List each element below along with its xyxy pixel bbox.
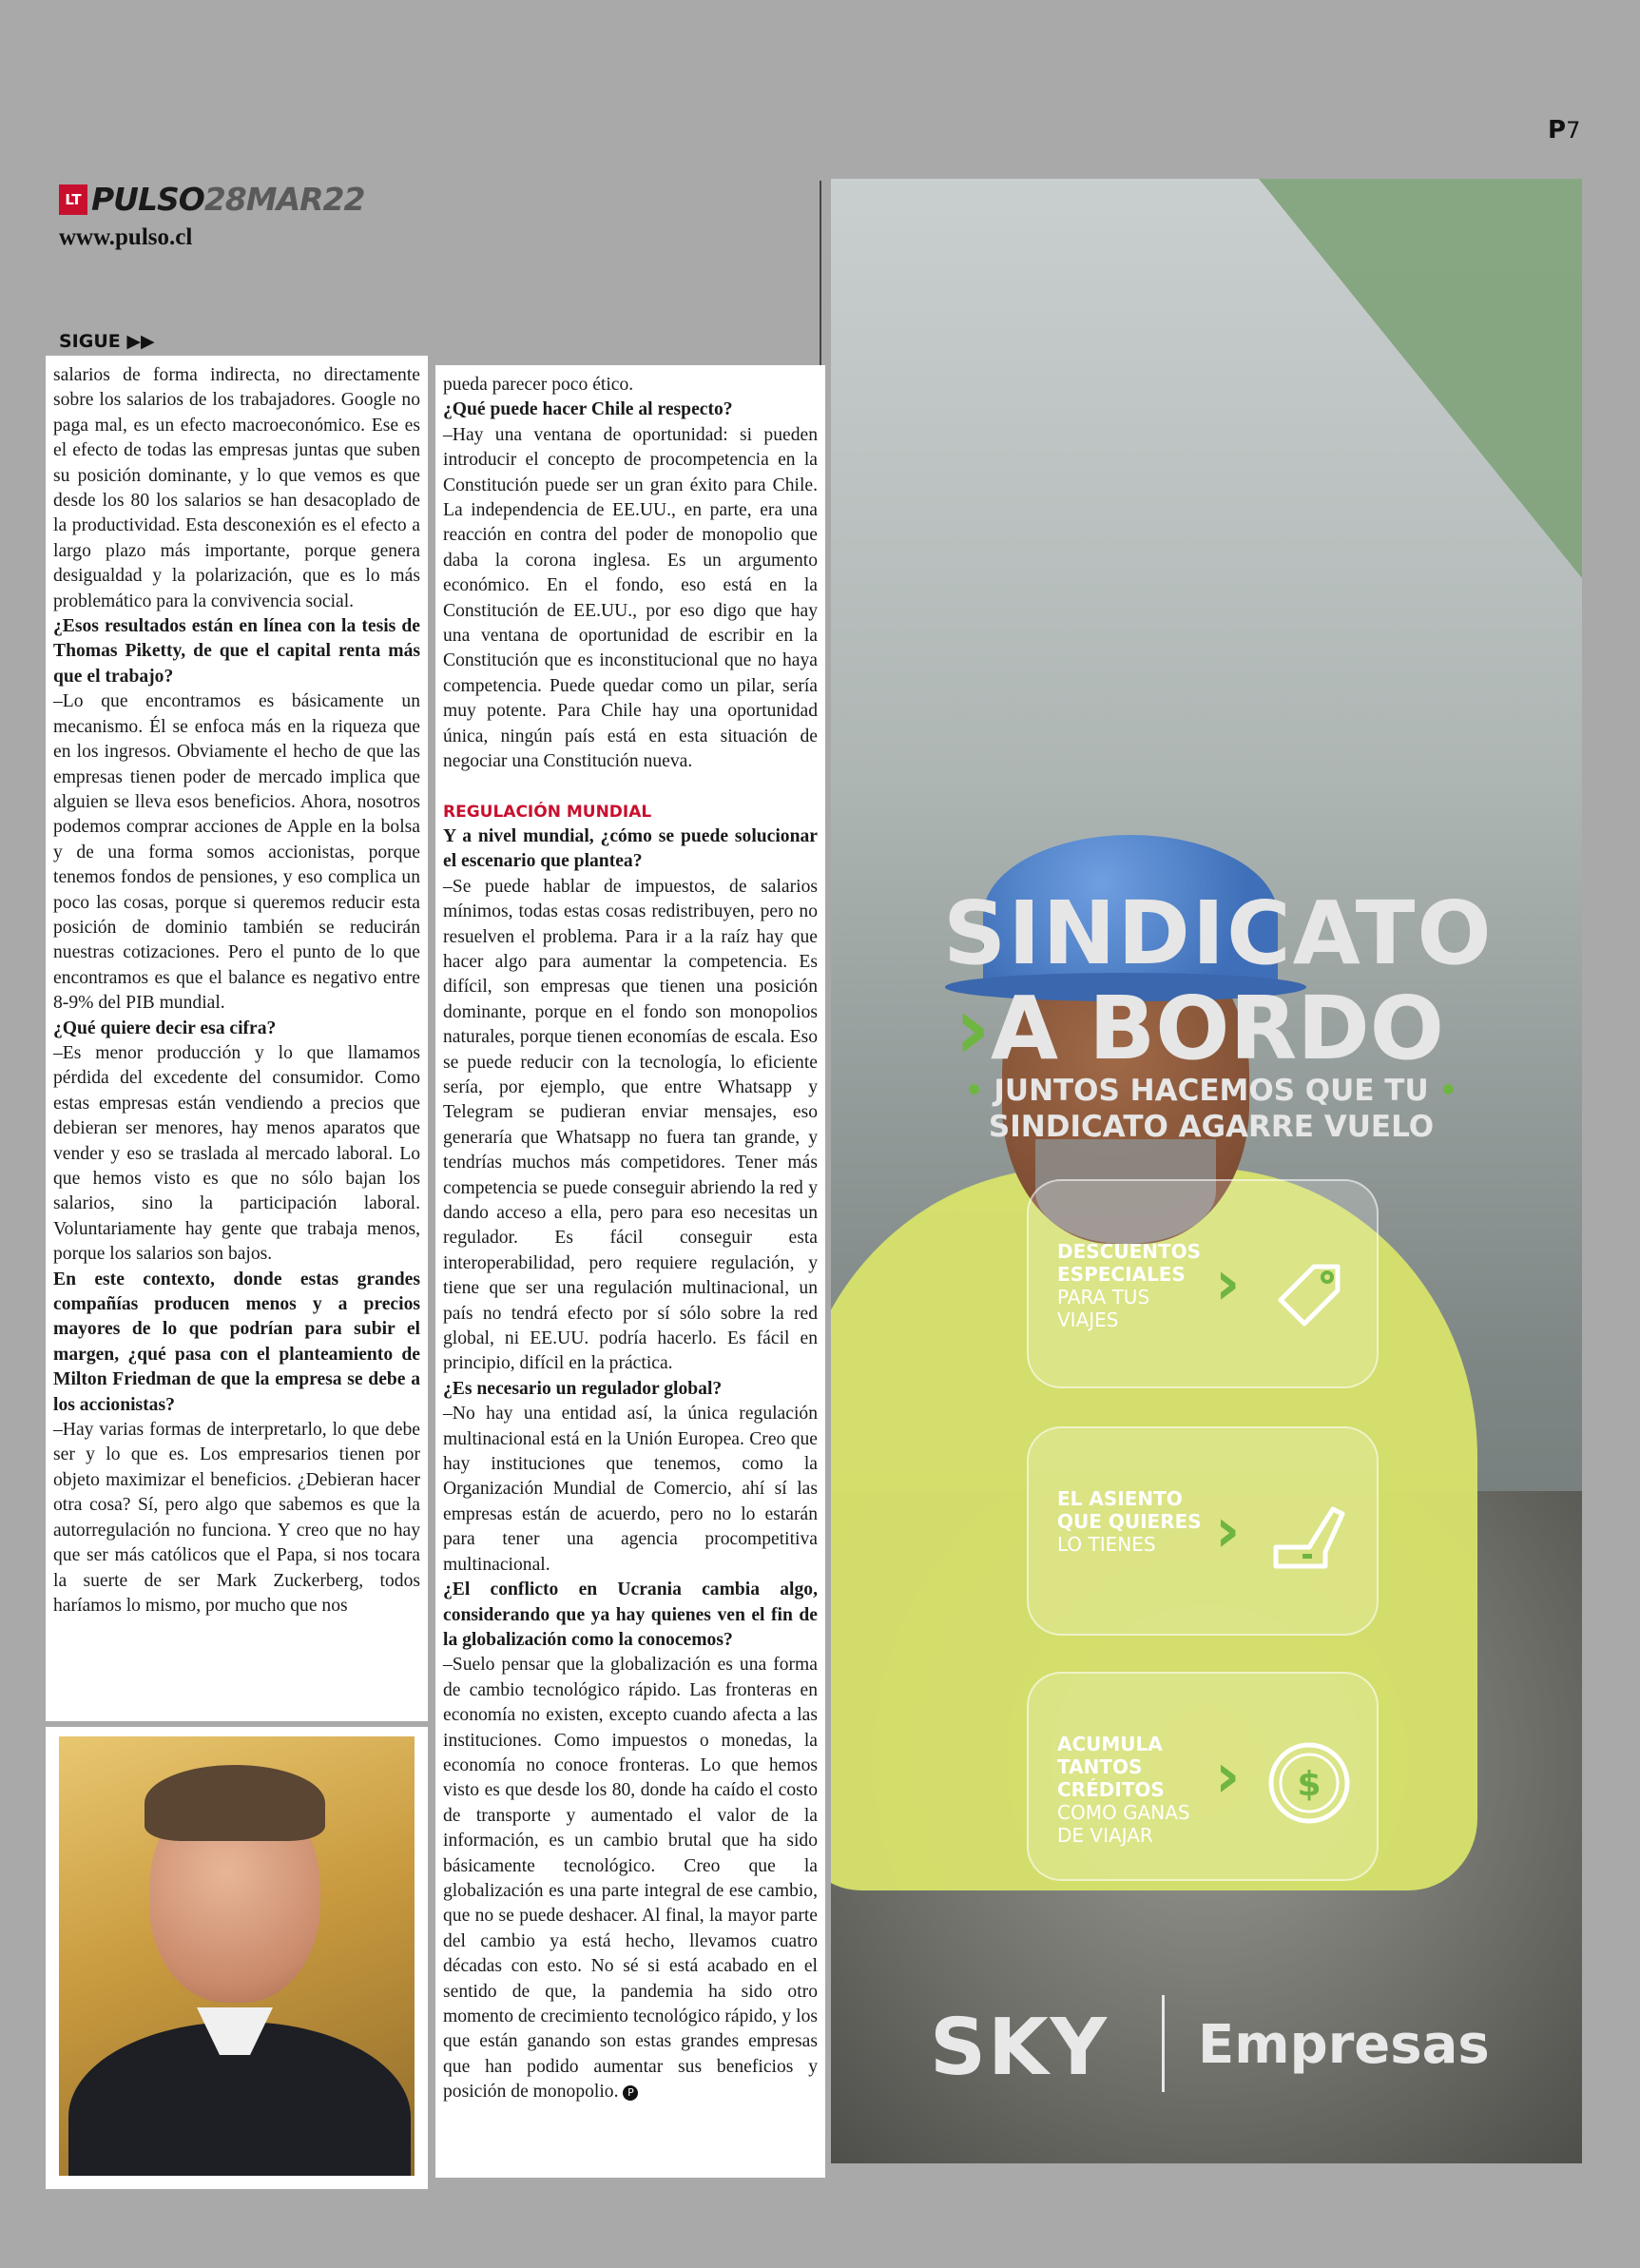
ad-card-discounts: DESCUENTOS ESPECIALES PARA TUS VIAJES › bbox=[1027, 1179, 1379, 1388]
ad-subtitle: • JUNTOS HACEMOS QUE TU • SINDICATO AGARRE VUELO bbox=[964, 1074, 1458, 1144]
dollar-coin-icon bbox=[1266, 1740, 1352, 1826]
interview-question: ¿Qué quiere decir esa cifra? bbox=[53, 1018, 277, 1038]
column-divider bbox=[820, 181, 821, 365]
interview-question: ¿El conflicto en Ucrania cambia algo, considerando que ya hay quienes ven el fin de la globalización como la conocemos? bbox=[443, 1580, 818, 1650]
seat-icon bbox=[1266, 1495, 1352, 1580]
article-paragraph: pueda parecer poco ético. bbox=[443, 375, 634, 395]
end-of-article-icon: P bbox=[623, 2085, 638, 2101]
article-paragraph: –Hay una ventana de oportunidad: si pueden introducir el concepto de procompetencia en la Constitución puede ser un gran éxito para Chile. La independencia de EE.UU., en parte, era una reacción en contra del poder de monopolio que daba la corona inglesa. Es un argumento económico. En el fondo, eso está en la Constitución de EE.UU., por eso digo que hay una ventana de oportunidad de escribir en la Constitución que es inconstitucional que no haya competencia. Puede quedar como un pilar, sería muy potente. Para Chile hay una oportunidad única, ningún país está en esta situación de negociar una Constitución nueva. bbox=[443, 424, 818, 772]
interview-question: ¿Qué puede hacer Chile al respecto? bbox=[443, 399, 733, 420]
continued-label: SIGUE ▶▶ bbox=[59, 331, 155, 352]
article-paragraph: –Lo que encontramos es básicamente un mecanismo. Él se enfoca más en la riqueza que en los ingresos. Obviamente el hecho de que las empresas tienen poder de mercado implica que alguien se lleva esos beneficios. Ahora, nosotros podemos comprar acciones de Apple en la bolsa y de una forma somos accionistas, porque tenemos fondos de pensiones, y eso complica un poco las cosas, porque si queremos reducir esta posición de dominio también se reducirán nuestras cotizaciones. Pero el punto de lo que encontramos es que el balance es negativo entre 8-9% del PIB mundial. bbox=[53, 691, 420, 1014]
advertisement[interactable] bbox=[831, 179, 1582, 2163]
brand-name: PULSO bbox=[91, 181, 204, 218]
section-heading: REGULACIÓN MUNDIAL bbox=[443, 802, 652, 822]
article-paragraph: salarios de forma indirecta, no directamente sobre los salarios de los trabajadores. Google no paga mal, es un efecto macroeconómico. Ese es el efecto de todas las empresas juntas que suben su posición dominante, y lo que vemos es que desde los 80 los salarios se han desacoplado de la productividad. Esta desconexión es el efecto a largo plazo más importante, porque genera desigualdad y la polarización, que es lo más problemático para la convivencia social. bbox=[53, 365, 420, 611]
article-paragraph: –Se puede hablar de impuestos, de salarios mínimos, todas estas cosas redistribuyen, pero no resuelven el problema. Para ir a la raíz hay que hacer algo para aumentar la competencia. Es difícil, son empresas que tienen una posición dominante, porque en el fondo son monopolios naturales, porque tienen economías de escala. Eso se puede reducir con la tecnología, lo eficiente sería, por ejemplo, que entre Whatsapp y Telegram se pudieran enviar mensajes, eso generaría que Whatsapp no fuera tan grande, y tendrías muchos más competidores. Tener más competencia se puede conseguir abriendo la red y dando acceso a ella, pero para eso necesitas un regulador. Es fácil conseguir esta interoperabilidad, pero requiere regulación, y tiene que ser una regulación multinacional, un país no tendrá efecto por sí sólo sobre la red global, ni EE.UU. podría hacerlo. Es fácil en principio, difícil en la práctica. bbox=[443, 876, 818, 1374]
portrait-photo bbox=[46, 1727, 428, 2189]
ad-card-credits: ACUMULA TANTOS CRÉDITOS COMO GANAS DE VIAJAR › $ bbox=[1027, 1672, 1379, 1881]
logo-divider bbox=[1162, 1995, 1165, 2092]
website-url[interactable]: www.pulso.cl bbox=[59, 224, 193, 250]
interview-question: ¿Esos resultados están en línea con la tesis de Thomas Piketty, de que el capital renta más que el trabajo? bbox=[53, 616, 420, 687]
masthead bbox=[59, 181, 364, 218]
article-paragraph: –Hay varias formas de interpretarlo, lo que debe ser y lo que es. Los empresarios tienen por objeto maximizar el beneficios. ¿Debieran hacer otra cosa? Sí, pero algo que sabemos es que la autorregulación no funciona. Y creo que no hay que ser más católicos que el Papa, si nos tocara la suerte de ser Mark Zuckerberg, todos haríamos lo mismo, por mucho que nos bbox=[53, 1420, 420, 1616]
ad-title-line2: ›A BORDO bbox=[955, 978, 1444, 1079]
page-number: P7 bbox=[1548, 116, 1581, 145]
interview-question: Y a nivel mundial, ¿cómo se puede solucionar el escenario que plantea? bbox=[443, 825, 818, 872]
tag-icon bbox=[1266, 1248, 1352, 1333]
article-paragraph: –No hay una entidad así, la única regulación multinacional está en la Unión Europea. Creo que hay instituciones que tenemos, como la Organización Mundial de Comercio, ahí sí las empresas están de acuerdo, pero no lo estarán para tener una agencia procompetitiva multinacional. bbox=[443, 1404, 818, 1575]
article-column-2 bbox=[435, 365, 825, 2178]
chevron-right-icon: › bbox=[1215, 1741, 1241, 1812]
ad-title-line1: SINDICATO bbox=[943, 882, 1494, 984]
chevron-right-icon: › bbox=[1215, 1496, 1241, 1566]
article-paragraph: –Suelo pensar que la globalización es una forma de cambio tecnológico rápido. Las fronteras en economía no existen, excepto cuando afecta a las instituciones. Como impuestos o monedas, la economía no conoce fronteras. Lo que hemos visto es que desde los 80, donde ha caído el costo de transporte y aumentado el valor de la información, es un cambio brutal que ha sido básicamente tecnológico. Creo que la globalización es una parte integral de ese cambio, que no se puede deshacer. Al final, la mayor parte del cambio ya está hecho, llevamos cuatro décadas con esto. No sé si está acabado en el sentido de que, la pandemia ha sido otro momento de crecimiento tecnológico rápido, y los que están ganando son estas grandes empresas que han podido aumentar sus beneficios y posición de monopolio. P bbox=[443, 1655, 818, 2103]
sky-empresas-label: Empresas bbox=[1198, 2014, 1490, 2076]
svg-text:$: $ bbox=[1297, 1765, 1322, 1804]
interview-question: En este contexto, donde estas grandes compañías producen menos y a precios mayores de lo que podrían para subir el margen, ¿qué pasa con el planteamiento de Milton Friedman de que la empresa se debe a los accionistas? bbox=[53, 1269, 420, 1415]
issue-date: 28MAR22 bbox=[203, 181, 365, 218]
chevron-right-icon: › bbox=[1215, 1249, 1241, 1319]
interview-question: ¿Es necesario un regulador global? bbox=[443, 1378, 723, 1399]
lt-logo: LT bbox=[59, 184, 87, 215]
sky-logo: SKY bbox=[930, 2003, 1109, 2093]
article-column-1 bbox=[46, 356, 428, 1721]
chevron-right-icon: › bbox=[955, 978, 991, 1079]
article-paragraph: –Es menor producción y lo que llamamos pérdida del excedente del consumidor. Como estas empresas están vendiendo a precios que debieran ser menores, hay menos aparatos que vender y eso se traslada al mercado laboral. Lo que hemos visto es que no sólo bajan los salarios, sino la participación laboral. Voluntariamente hay gente que trabaja menos, porque los salarios son bajos. bbox=[53, 1042, 420, 1265]
ad-card-seat: EL ASIENTO QUE QUIERES LO TIENES › bbox=[1027, 1426, 1379, 1636]
